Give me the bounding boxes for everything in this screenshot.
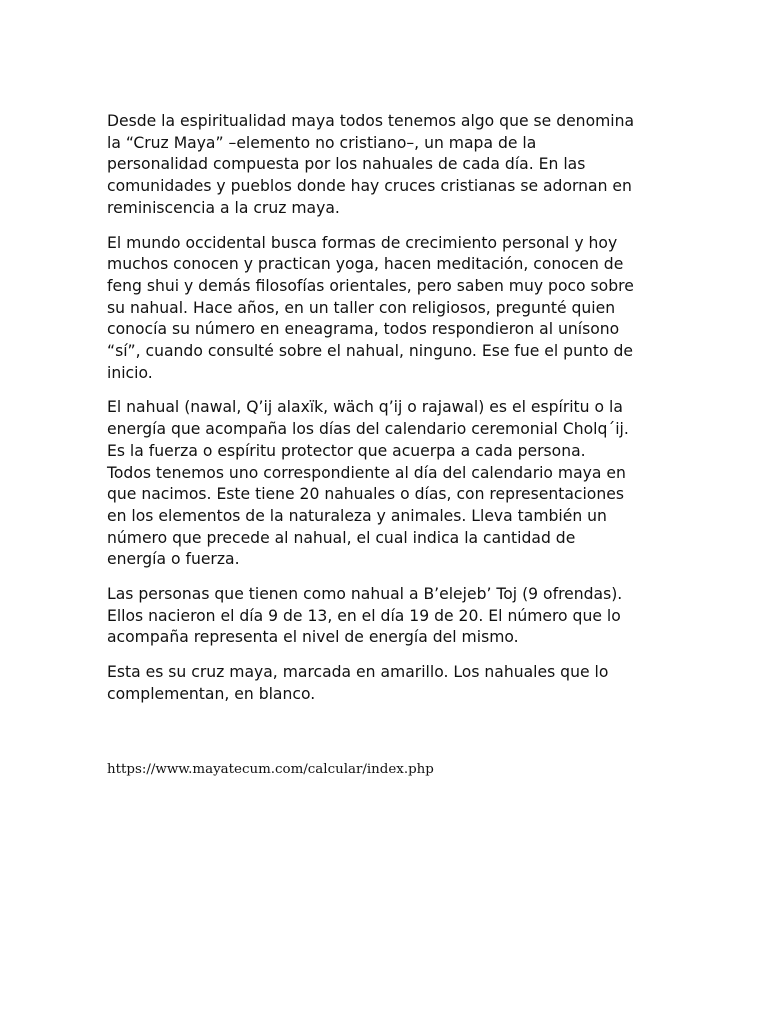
text-line: acompaña representa el nivel de energía del mismo. (107, 628, 519, 647)
source-url-text: https://www.mayatecum.com/calcular/index.php (107, 762, 434, 777)
text-line: complementan, en blanco. (107, 684, 316, 703)
text-line: inicio. (107, 363, 153, 382)
text-line: Es la fuerza o espíritu protector que acuerpa a cada persona. (107, 441, 586, 460)
text-line: energía que acompaña los días del calendario ceremonial Cholq´ij. (107, 420, 629, 439)
text-line: muchos conocen y practican yoga, hacen meditación, conocen de (107, 255, 624, 274)
text-line: Esta es su cruz maya, marcada en amarillo. Los nahuales que lo (107, 663, 609, 682)
text-line: Las personas que tienen como nahual a B’elejeb’ Toj (9 ofrendas). (107, 585, 623, 604)
text-line: reminiscencia a la cruz maya. (107, 198, 340, 217)
paragraph-mundo-occidental (107, 233, 667, 385)
text-line: personalidad compuesta por los nahuales de cada día. En las (107, 155, 586, 174)
text-line: que nacimos. Este tiene 20 nahuales o días, con representaciones (107, 485, 624, 504)
paragraph-cruz-amarillo (107, 662, 667, 705)
paragraph-belejeb-toj (107, 584, 667, 649)
text-line: comunidades y pueblos donde hay cruces cristianas se adornan en (107, 177, 632, 196)
text-line: Todos tenemos uno correspondiente al día del calendario maya en (107, 463, 626, 482)
text-line: la “Cruz Maya” –elemento no cristiano–, un mapa de la (107, 133, 537, 152)
text-line: Ellos nacieron el día 9 de 13, en el día 19 de 20. El número que lo (107, 606, 621, 625)
paragraph-cruz-maya (107, 111, 667, 220)
text-line: feng shui y demás filosofías orientales, pero saben muy poco sobre (107, 276, 634, 295)
text-line: Desde la espiritualidad maya todos tenemos algo que se denomina (107, 112, 635, 130)
text-line: “sí”, cuando consulté sobre el nahual, ninguno. Ese fue el punto de (107, 342, 633, 361)
text-line: energía o fuerza. (107, 550, 240, 569)
text-line: en los elementos de la naturaleza y animales. Lleva también un (107, 506, 607, 525)
text-line: número que precede al nahual, el cual indica la cantidad de (107, 528, 576, 547)
text-line: El mundo occidental busca formas de crecimiento personal y hoy (107, 233, 618, 252)
paragraph-el-nahual (107, 397, 667, 571)
document-body (107, 111, 667, 719)
text-line: conocía su número en eneagrama, todos respondieron al unísono (107, 320, 620, 339)
text-line: El nahual (nawal, Q’ij alaxïk, wäch q’ij o rajawal) es el espíritu o la (107, 398, 623, 417)
text-line: su nahual. Hace años, en un taller con religiosos, pregunté quien (107, 298, 616, 317)
